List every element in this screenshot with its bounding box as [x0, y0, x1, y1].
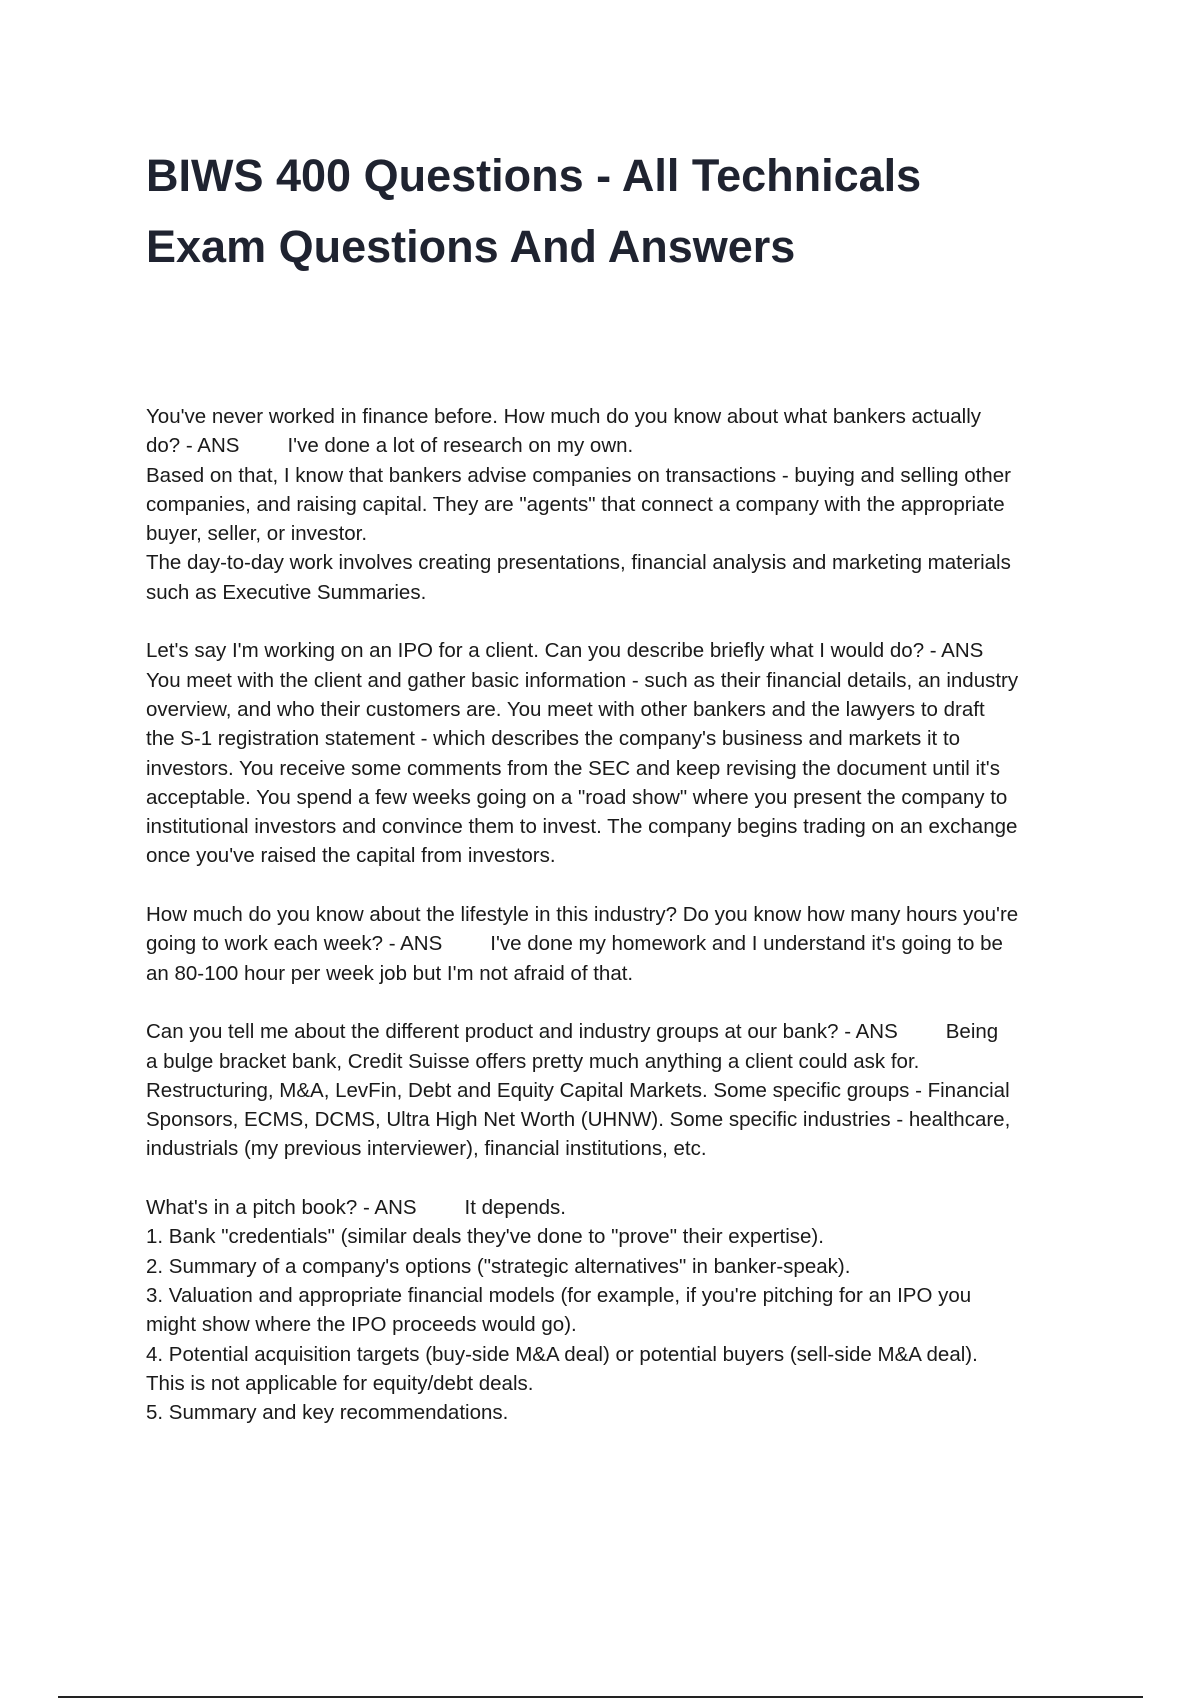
text-line	[146, 1017, 1106, 1046]
text-line: overview, and who their customers are. You meet with other bankers and the lawyers to draft	[146, 697, 985, 721]
title-line: BIWS 400 Questions - All Technicals	[146, 150, 922, 201]
text-line: Restructuring, M&A, LevFin, Debt and Equity Capital Markets. Some specific groups - Financial	[146, 1078, 1010, 1102]
text-line: the S-1 registration statement - which describes the company's business and markets it to	[146, 727, 961, 751]
text-line: buyer, seller, or investor.	[146, 522, 368, 546]
qa-block	[146, 1193, 1106, 1427]
qa-block	[146, 636, 1106, 870]
text-line: institutional investors and convince them to invest. The company begins trading on an exchange	[146, 815, 1018, 839]
page-title	[146, 140, 1106, 282]
text-line	[146, 929, 1106, 958]
answer-start: I've done a lot of research on my own.	[287, 434, 634, 458]
text-line: You meet with the client and gather basic information - such as their financial details, an industry	[146, 668, 1019, 692]
question-tail: do? - ANS	[146, 434, 240, 458]
text-line: Let's say I'm working on an IPO for a client. Can you describe briefly what I would do? - ANS	[146, 639, 984, 663]
text-line: acceptable. You spend a few weeks going on a "road show" where you present the company to	[146, 785, 1008, 809]
title-line: Exam Questions And Answers	[146, 221, 796, 272]
qa-block	[146, 1017, 1106, 1163]
text-line: The day-to-day work involves creating presentations, financial analysis and marketing materials	[146, 551, 1011, 575]
text-line: might show where the IPO proceeds would go).	[146, 1313, 577, 1337]
text-line: companies, and raising capital. They are "agents" that connect a company with the appropriate	[146, 492, 1005, 516]
text-line: investors. You receive some comments from the SEC and keep revising the document until it's	[146, 756, 1000, 780]
text-line: once you've raised the capital from investors.	[146, 844, 556, 868]
question-tail: going to work each week? - ANS	[146, 932, 443, 956]
text-line: 1. Bank "credentials" (similar deals they've done to "prove" their expertise).	[146, 1225, 824, 1249]
text-line	[146, 1193, 1106, 1222]
text-line: an 80-100 hour per week job but I'm not afraid of that.	[146, 961, 634, 985]
text-line: 3. Valuation and appropriate financial models (for example, if you're pitching for an IPO you	[146, 1283, 972, 1307]
question-tail: What's in a pitch book? - ANS	[146, 1196, 417, 1220]
text-line	[146, 431, 1106, 460]
text-line: 2. Summary of a company's options ("strategic alternatives" in banker-speak).	[146, 1254, 851, 1278]
text-line: Sponsors, ECMS, DCMS, Ultra High Net Worth (UHNW). Some specific industries - healthcare,	[146, 1108, 1011, 1132]
answer-start: I've done my homework and I understand it's going to be	[490, 932, 1003, 956]
question-tail: Can you tell me about the different product and industry groups at our bank? - ANS	[146, 1020, 898, 1044]
text-line: Based on that, I know that bankers advise companies on transactions - buying and selling other	[146, 463, 1011, 487]
footer-rule	[58, 1696, 1143, 1698]
answer-start: Being	[945, 1020, 999, 1044]
text-line: This is not applicable for equity/debt deals.	[146, 1371, 534, 1395]
text-line: a bulge bracket bank, Credit Suisse offers pretty much anything a client could ask for.	[146, 1049, 920, 1073]
text-line: How much do you know about the lifestyle in this industry? Do you know how many hours you're	[146, 903, 1019, 927]
answer-start: It depends.	[464, 1196, 566, 1220]
qa-block	[146, 402, 1106, 607]
text-line: You've never worked in finance before. How much do you know about what bankers actually	[146, 405, 982, 428]
text-line: industrials (my previous interviewer), financial institutions, etc.	[146, 1137, 707, 1161]
text-line: 5. Summary and key recommendations.	[146, 1401, 509, 1425]
text-line: 4. Potential acquisition targets (buy-side M&A deal) or potential buyers (sell-side M&A deal).	[146, 1342, 978, 1366]
text-line: such as Executive Summaries.	[146, 580, 427, 604]
qa-body	[146, 402, 1106, 1457]
qa-block	[146, 900, 1106, 988]
